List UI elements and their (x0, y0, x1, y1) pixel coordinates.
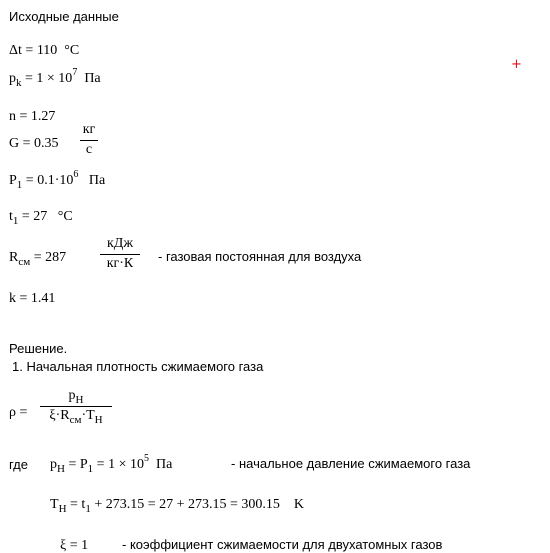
param-n: n = 1.27 (9, 109, 56, 124)
add-region-marker[interactable]: + (511, 57, 522, 72)
param-k: k = 1.41 (9, 291, 56, 306)
th-equation: $T_H = t_1 + 273.15 = 27 + 273.15 = 300.15$ K (50, 497, 305, 515)
rcm-comment: - газовая постоянная для воздуха (158, 249, 362, 264)
param-p1: $P_1 = 0.1\cdot 10^6$ Па (9, 169, 106, 191)
rho-fraction: $p_H$ $\xi\cdot R_{см}\cdot T_H$ (40, 389, 112, 423)
ph-comment: - начальное давление сжимаемого газа (231, 456, 471, 471)
xi-equation: ξ = 1 (60, 538, 89, 553)
rho-lhs: ρ = (9, 405, 28, 420)
step-1-heading: 1. Начальная плотность сжимаемого газа (12, 359, 264, 374)
fraction-bar (80, 140, 98, 141)
section-title: Исходные данные (9, 9, 119, 24)
solution-title: Решение. (9, 341, 68, 356)
where-label: где (9, 457, 28, 472)
ph-equation: $p_H = P_1 = 1 \times 10^5$ Па (50, 453, 173, 475)
fraction-bar (100, 254, 140, 255)
param-t1: $t_1 = 27$ °C (9, 209, 73, 227)
unit-kj-per-kg-k: кДж кг·К (100, 237, 140, 271)
param-pk: $p_k = 1 \times 10^7$ Па (9, 67, 101, 89)
xi-comment: - коэффициент сжимаемости для двухатомных газов (122, 537, 443, 552)
param-rcm: $R_{см} = 287$ (9, 250, 67, 268)
param-delta-t: Δt = 110 °C (9, 43, 80, 58)
unit-kg-per-s: кг c (80, 123, 98, 157)
param-g: G = 0.35 (9, 136, 59, 151)
fraction-bar (40, 406, 112, 407)
